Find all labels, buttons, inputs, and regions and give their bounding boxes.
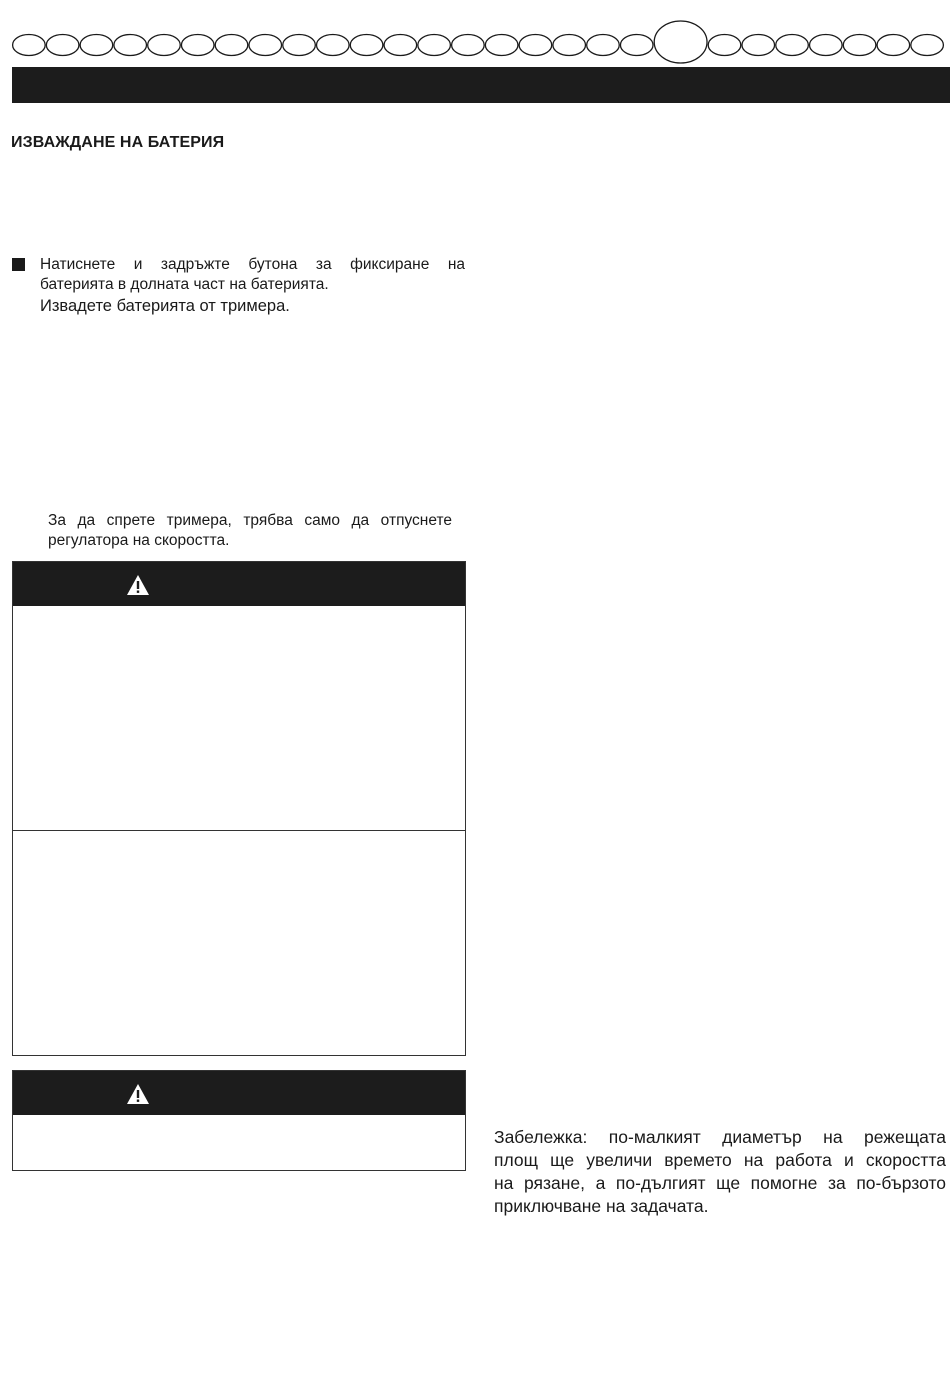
warning-box-2: [12, 1070, 466, 1171]
page-oval: [911, 35, 944, 56]
note-line-4: приключване на задачата.: [494, 1196, 709, 1216]
page-oval: [843, 35, 876, 56]
note-line-1: Забележка: по-малкият диаметър на режещата: [494, 1127, 946, 1147]
step-2: Извадете батерията от тримера.: [40, 297, 290, 315]
bullet-square: [12, 258, 25, 271]
page-oval: [215, 35, 248, 56]
page-oval: [776, 35, 809, 56]
warning-divider: [13, 830, 465, 831]
page-oval: [519, 35, 552, 56]
page-oval: [553, 35, 586, 56]
warning-header: [13, 562, 465, 606]
stop-instruction-line-1: За да спрете тримера, трябва само да отпуснете: [48, 512, 452, 529]
page-oval: [384, 35, 417, 56]
step-1-line-2: батерията в долната част на батерията.: [40, 276, 329, 293]
page-oval: [148, 35, 181, 56]
note-line-2: площ ще увеличи времето на работа и скоростта: [494, 1150, 946, 1170]
warning-triangle-icon: [126, 1083, 150, 1105]
warning-triangle-icon: [126, 574, 150, 596]
stop-instruction-line-2: регулатора на скоростта.: [48, 532, 230, 549]
page-oval: [742, 35, 775, 56]
page-oval: [46, 35, 79, 56]
page-oval: [620, 35, 653, 56]
warning-header: [13, 1071, 465, 1115]
page-oval: [350, 35, 383, 56]
page-oval: [114, 35, 147, 56]
page-index-strip: [0, 0, 950, 70]
page-oval: [13, 35, 46, 56]
page-oval: [877, 35, 910, 56]
page-oval: [283, 35, 316, 56]
page-oval: [418, 35, 451, 56]
page-oval: [810, 35, 843, 56]
note-paragraph: [494, 1126, 946, 1218]
section-title: ИЗВАЖДАНЕ НА БАТЕРИЯ: [11, 134, 225, 151]
page-oval-current: [654, 21, 707, 63]
page-oval: [485, 35, 518, 56]
warning-box-1: [12, 561, 466, 1056]
page-oval: [249, 35, 282, 56]
page-oval: [317, 35, 350, 56]
step-1-line-1: Натиснете и задръжте бутона за фиксиране на: [40, 256, 465, 273]
header-bar: [12, 67, 950, 103]
page-oval: [587, 35, 620, 56]
page-oval: [452, 35, 485, 56]
page-oval: [708, 35, 741, 56]
note-line-3: на рязане, а по-дългият ще помогне за по-бързото: [494, 1173, 946, 1193]
page-oval: [181, 35, 214, 56]
page-oval: [80, 35, 113, 56]
